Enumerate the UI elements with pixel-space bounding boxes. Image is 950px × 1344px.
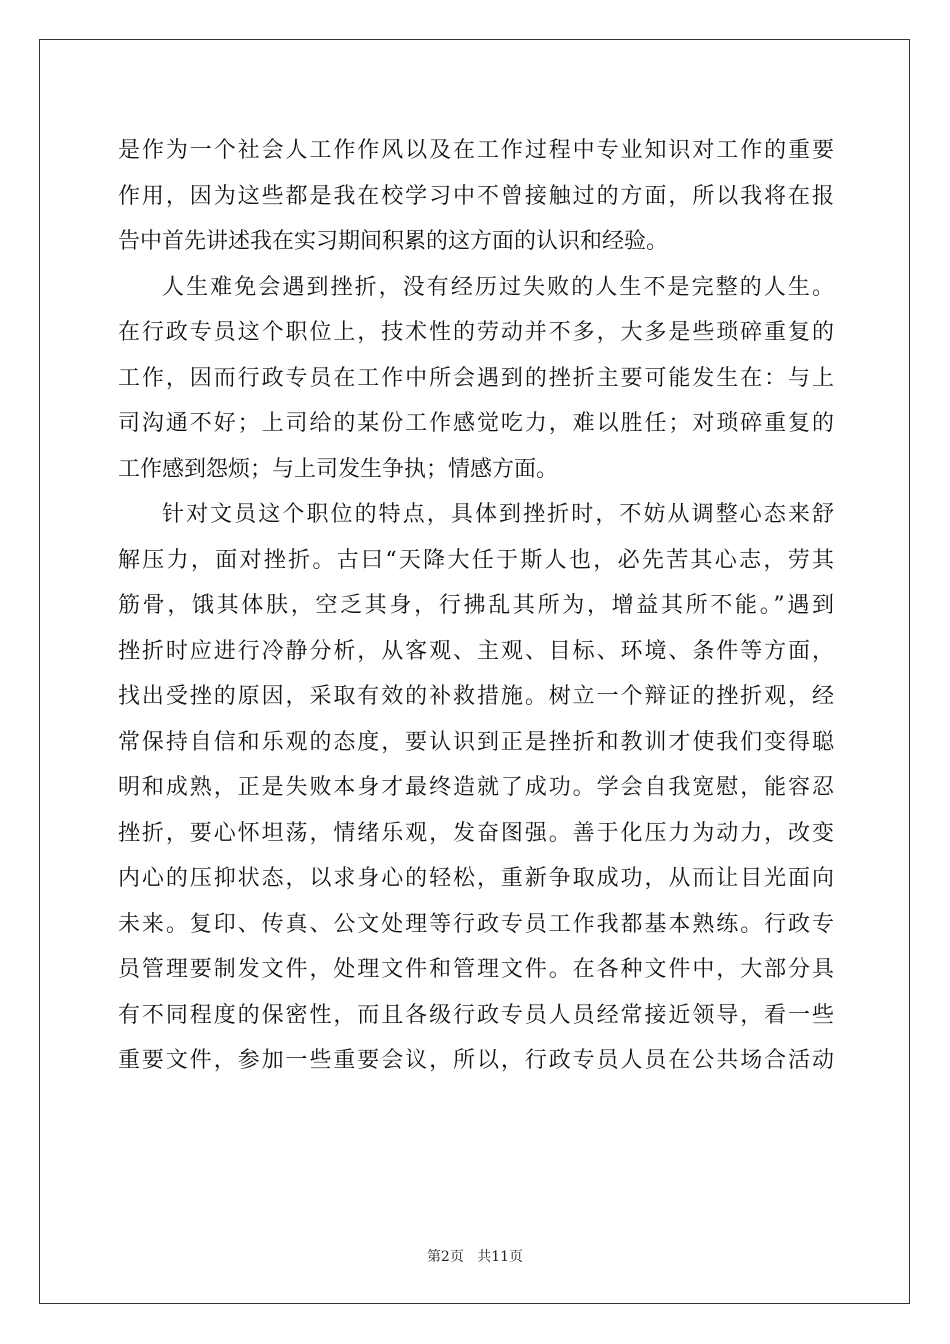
text-line: 工作，因而行政专员在工作中所会遇到的挫折主要可能发生在：与上 <box>118 365 834 391</box>
text-line: 司沟通不好；上司给的某份工作感觉吃力，难以胜任；对琐碎重复的 <box>118 411 834 436</box>
text-line: 常保持自信和乐观的态度，要认识到正是挫折和教训才使我们变得聪 <box>118 729 834 755</box>
text-line: 解压力，面对挫折。古曰“天降大任于斯人也，必先苦其心志，劳其 <box>118 547 834 573</box>
page-number: 第2页 <box>426 1249 464 1265</box>
page-footer <box>0 1246 950 1266</box>
text-line: 明和成熟，正是失败本身才最终造就了成功。学会自我宽慰，能容忍 <box>118 775 834 800</box>
text-line: 是作为一个社会人工作作风以及在工作过程中专业知识对工作的重要 <box>118 138 834 163</box>
text-line: 人生难免会遇到挫折，没有经历过失败的人生不是完整的人生。 <box>162 274 834 300</box>
text-line: 在行政专员这个职位上，技术性的劳动并不多，大多是些琐碎重复的 <box>118 320 834 345</box>
body-text <box>118 128 834 1084</box>
text-line: 找出受挫的原因，采取有效的补救措施。树立一个辩证的挫折观，经 <box>118 684 834 709</box>
text-line: 有不同程度的保密性，而且各级行政专员人员经常接近领导，看一些 <box>118 1002 834 1028</box>
text-line: 员管理要制发文件，处理文件和管理文件。在各种文件中，大部分具 <box>118 957 834 982</box>
text-line: 筋骨，饿其体肤，空乏其身，行拂乱其所为，增益其所不能。”遇到 <box>118 593 834 618</box>
text-line: 内心的压抑状态，以求身心的轻松，重新争取成功，从而让目光面向 <box>118 866 834 891</box>
text-line: 重要文件，参加一些重要会议，所以，行政专员人员在公共场合活动 <box>118 1048 834 1073</box>
page-total: 共11页 <box>477 1249 524 1265</box>
text-line: 未来。复印、传真、公文处理等行政专员工作我都基本熟练。行政专 <box>118 911 834 937</box>
text-line: 挫折，要心怀坦荡，情绪乐观，发奋图强。善于化压力为动力，改变 <box>118 820 834 846</box>
text-line: 作用，因为这些都是我在校学习中不曾接触过的方面，所以我将在报 <box>118 183 834 209</box>
text-line: 工作感到怨烦；与上司发生争执；情感方面。 <box>118 456 559 482</box>
text-line: 针对文员这个职位的特点，具体到挫折时，不妨从调整心态来舒 <box>162 502 834 527</box>
text-line: 挫折时应进行冷静分析，从客观、主观、目标、环境、条件等方面， <box>118 638 834 664</box>
text-line: 告中首先讲述我在实习期间积累的这方面的认识和经验。 <box>118 229 669 254</box>
